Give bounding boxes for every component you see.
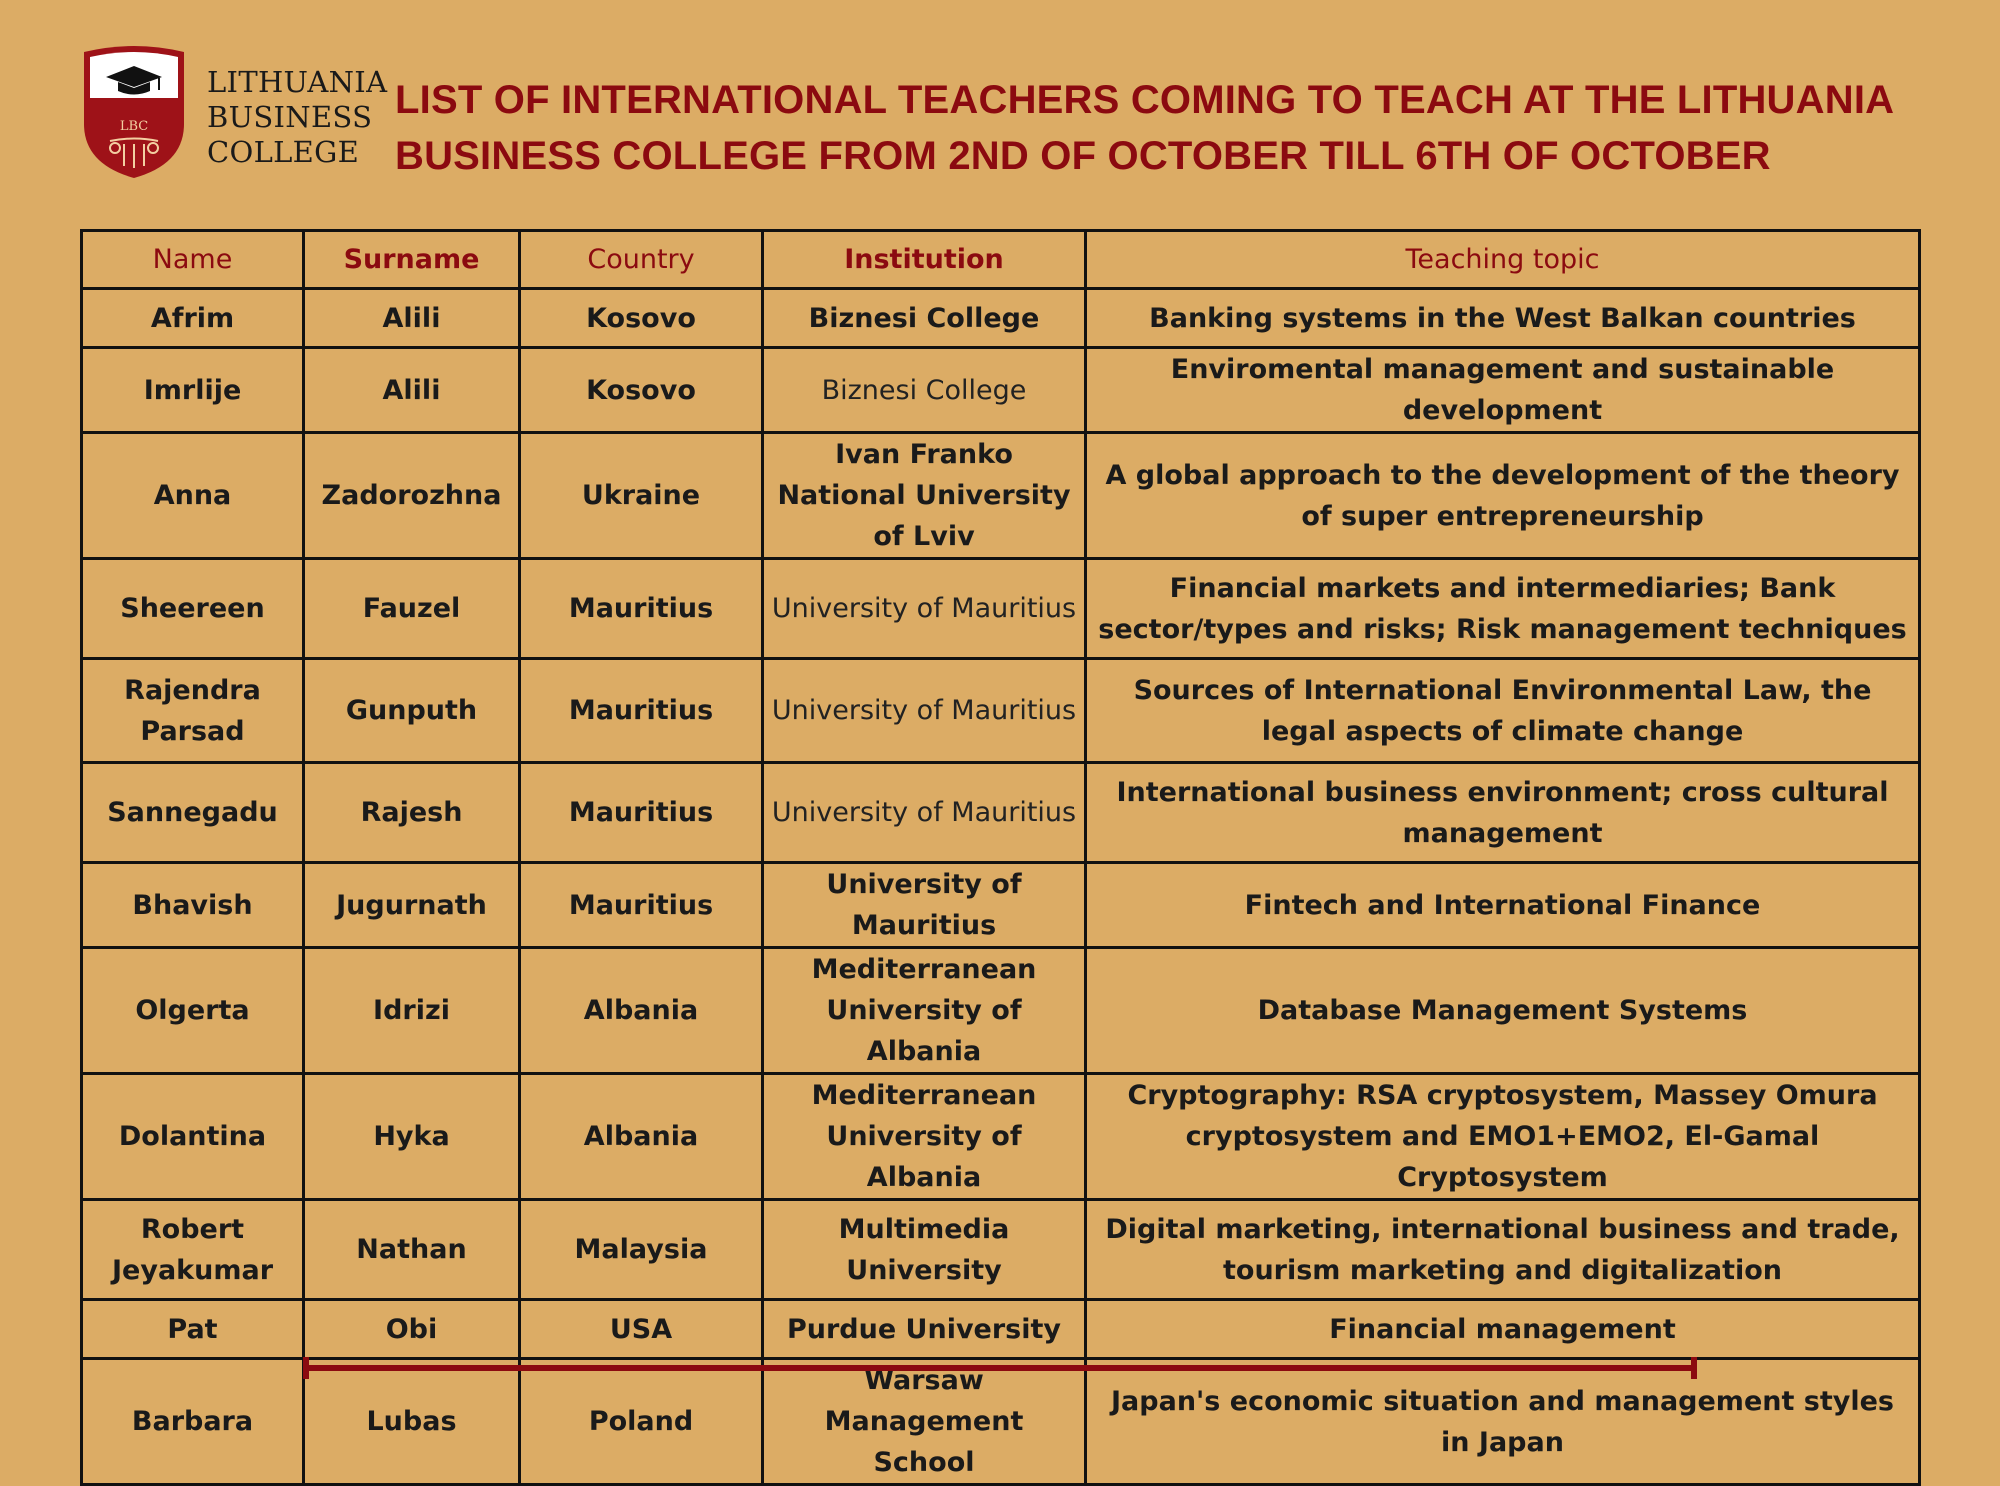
cell-country: Albania (520, 948, 763, 1074)
cell-topic: A global approach to the development of the theory of super entrepreneurship (1086, 433, 1920, 559)
table-row (82, 348, 1920, 433)
cell-country: Kosovo (520, 289, 763, 348)
column-header-country: Country (520, 231, 763, 289)
cell-name: Sheereen (82, 559, 304, 659)
cell-topic: Digital marketing, international business and trade, tourism marketing and digitalization (1086, 1200, 1920, 1300)
column-header-teaching-topic: Teaching topic (1086, 231, 1920, 289)
cell-institution: University of Mauritius (763, 863, 1086, 948)
page-title (395, 72, 1895, 184)
table-row (82, 289, 1920, 348)
cell-country: Mauritius (520, 659, 763, 763)
cell-institution: Warsaw Management School (763, 1359, 1086, 1485)
cell-surname: Alili (304, 289, 520, 348)
cell-topic: Sources of International Environmental Law, the legal aspects of climate change (1086, 659, 1920, 763)
cell-topic: International business environment; cross cultural management (1086, 763, 1920, 863)
table-row (82, 1200, 1920, 1300)
cell-country: Mauritius (520, 863, 763, 948)
cell-topic: Cryptography: RSA cryptosystem, Massey Omura cryptosystem and EMO1+EMO2, El-Gamal Cryptosystem (1086, 1074, 1920, 1200)
column-header-institution: Institution (763, 231, 1086, 289)
table-row (82, 1074, 1920, 1200)
cell-name: Rajendra Parsad (82, 659, 304, 763)
cell-name: Dolantina (82, 1074, 304, 1200)
cell-surname: Hyka (304, 1074, 520, 1200)
teachers-table (80, 229, 1921, 1486)
cell-topic: Enviromental management and sustainable development (1086, 348, 1920, 433)
cell-institution: Multimedia University (763, 1200, 1086, 1300)
cell-surname: Nathan (304, 1200, 520, 1300)
cell-name: Anna (82, 433, 304, 559)
cell-country: Ukraine (520, 433, 763, 559)
cell-institution: Mediterranean University of Albania (763, 1074, 1086, 1200)
cell-topic: Fintech and International Finance (1086, 863, 1920, 948)
cell-name: Sannegadu (82, 763, 304, 863)
cell-institution: Biznesi College (763, 348, 1086, 433)
cell-country: Mauritius (520, 763, 763, 863)
table-row (82, 433, 1920, 559)
table-row (82, 763, 1920, 863)
cell-country: Mauritius (520, 559, 763, 659)
cell-surname: Lubas (304, 1359, 520, 1485)
cell-name: Pat (82, 1300, 304, 1359)
table-row (82, 559, 1920, 659)
cell-topic: Financial management (1086, 1300, 1920, 1359)
cell-institution: Ivan Franko National University of Lviv (763, 433, 1086, 559)
table-header-row (82, 231, 1920, 289)
cell-surname: Alili (304, 348, 520, 433)
table-row (82, 863, 1920, 948)
college-name (207, 65, 387, 170)
cell-country: Poland (520, 1359, 763, 1485)
table-row (82, 948, 1920, 1074)
college-name-line: LITHUANIA (207, 65, 388, 99)
logo-monogram: LBC (119, 119, 149, 134)
page-title-line: LIST OF INTERNATIONAL TEACHERS COMING TO TEACH AT THE LITHUANIA (395, 78, 1895, 122)
cell-name: Olgerta (82, 948, 304, 1074)
column-header-name: Name (82, 231, 304, 289)
cell-name: Barbara (82, 1359, 304, 1485)
cell-surname: Fauzel (304, 559, 520, 659)
cell-country: Albania (520, 1074, 763, 1200)
cell-surname: Zadorozhna (304, 433, 520, 559)
cell-topic: Database Management Systems (1086, 948, 1920, 1074)
college-name-line: BUSINESS (207, 100, 373, 134)
column-header-surname: Surname (304, 231, 520, 289)
cell-topic: Banking systems in the West Balkan countries (1086, 289, 1920, 348)
college-logo (80, 46, 188, 180)
cell-institution: Purdue University (763, 1300, 1086, 1359)
cell-institution: Biznesi College (763, 289, 1086, 348)
cell-surname: Gunputh (304, 659, 520, 763)
table-row (82, 659, 1920, 763)
cell-name: Robert Jeyakumar (82, 1200, 304, 1300)
table-row (82, 1300, 1920, 1359)
cell-surname: Rajesh (304, 763, 520, 863)
cell-country: Kosovo (520, 348, 763, 433)
page-title-line: BUSINESS COLLEGE FROM 2ND OF OCTOBER TILL 6TH OF OCTOBER (395, 134, 1771, 178)
cell-institution: Mediterranean University of Albania (763, 948, 1086, 1074)
cell-surname: Obi (304, 1300, 520, 1359)
college-name-line: COLLEGE (207, 135, 360, 169)
cell-surname: Idrizi (304, 948, 520, 1074)
cell-country: USA (520, 1300, 763, 1359)
decorative-rule (303, 1356, 1697, 1380)
cell-name: Afrim (82, 289, 304, 348)
cell-topic: Japan's economic situation and management styles in Japan (1086, 1359, 1920, 1485)
cell-topic: Financial markets and intermediaries; Bank sector/types and risks; Risk management techniques (1086, 559, 1920, 659)
cell-name: Bhavish (82, 863, 304, 948)
cell-institution: University of Mauritius (763, 559, 1086, 659)
cell-surname: Jugurnath (304, 863, 520, 948)
cell-institution: University of Mauritius (763, 659, 1086, 763)
cell-name: Imrlije (82, 348, 304, 433)
cell-institution: University of Mauritius (763, 763, 1086, 863)
cell-country: Malaysia (520, 1200, 763, 1300)
